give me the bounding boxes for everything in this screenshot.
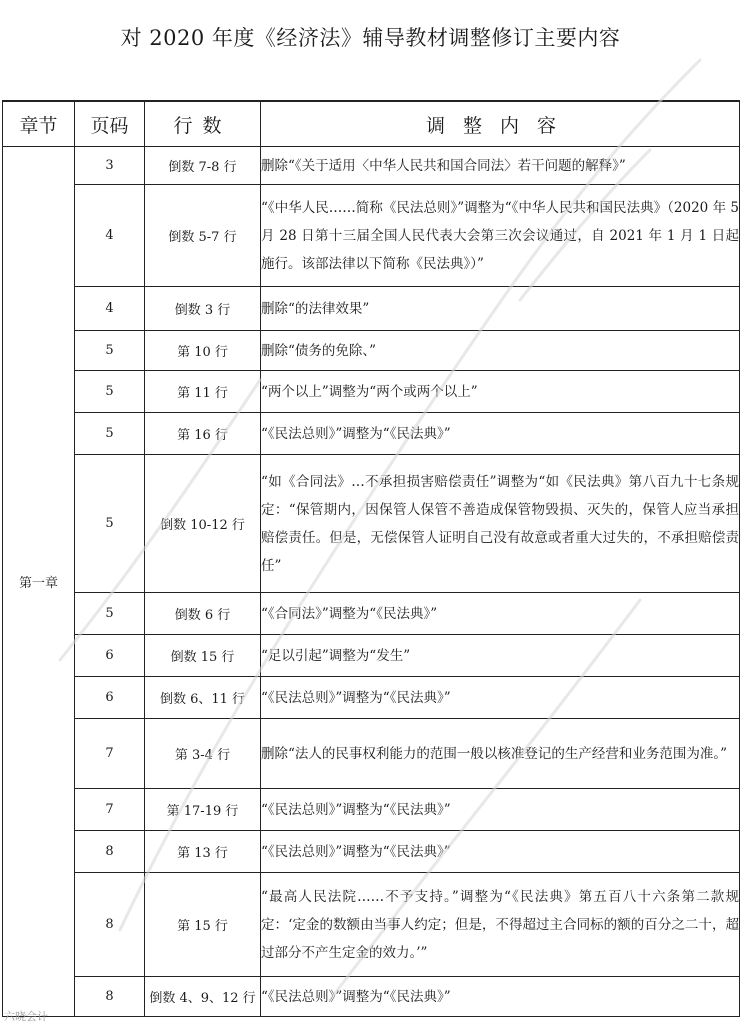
content-cell: “如《合同法》…不承担损害赔偿责任”调整为“如《民法典》第八百九十七条规定：“保管期内，因保管人保管不善造成保管物毁损、灭失的，保管人应当承担赔偿责任。但是，无偿保管人证明自己没有故意或者重大过失的，不承担赔偿责任” [261, 455, 740, 593]
table-row [3, 331, 740, 371]
page-cell: 5 [75, 371, 145, 413]
table-row [3, 873, 740, 977]
content-cell: “最高人民法院……不予支持。”调整为“《民法典》第五百八十六条第二款规定：‘定金的数额由当事人约定；但是，不得超过主合同标的额的百分之二十，超过部分不产生定金的效力。’” [261, 873, 740, 977]
lines-cell: 倒数 6 行 [145, 593, 261, 635]
content-cell: “《民法总则》”调整为“《民法典》” [261, 831, 740, 873]
lines-cell: 倒数 6、11 行 [145, 677, 261, 719]
lines-cell: 倒数 15 行 [145, 635, 261, 677]
header-chapter: 章节 [3, 101, 75, 147]
page-cell: 4 [75, 185, 145, 287]
table-row [3, 719, 740, 789]
header-lines: 行数 [145, 101, 261, 147]
content-cell: “《合同法》”调整为“《民法典》” [261, 593, 740, 635]
lines-cell: 第 17-19 行 [145, 789, 261, 831]
table-row [3, 593, 740, 635]
table-row [3, 287, 740, 331]
content-cell: “《民法总则》”调整为“《民法典》” [261, 789, 740, 831]
content-cell: 删除“债务的免除、” [261, 331, 740, 371]
content-cell: “足以引起”调整为“发生” [261, 635, 740, 677]
lines-cell: 倒数 5-7 行 [145, 185, 261, 287]
page-cell: 6 [75, 635, 145, 677]
lines-cell: 倒数 7-8 行 [145, 147, 261, 185]
table-row [3, 977, 740, 1017]
table-row [3, 413, 740, 455]
page-cell: 8 [75, 977, 145, 1017]
lines-cell: 第 13 行 [145, 831, 261, 873]
lines-cell: 倒数 3 行 [145, 287, 261, 331]
page-cell: 6 [75, 677, 145, 719]
content-cell: 删除“法人的民事权利能力的范围一般以核准登记的生产经营和业务范围为准。” [261, 719, 740, 789]
corner-logo: 六晓会计 [4, 1010, 48, 1023]
page-cell: 4 [75, 287, 145, 331]
lines-cell: 第 11 行 [145, 371, 261, 413]
table-row [3, 831, 740, 873]
table-row [3, 455, 740, 593]
page-cell: 5 [75, 455, 145, 593]
lines-cell: 倒数 10-12 行 [145, 455, 261, 593]
page-cell: 5 [75, 413, 145, 455]
table-row [3, 371, 740, 413]
lines-cell: 第 10 行 [145, 331, 261, 371]
lines-cell: 倒数 4、9、12 行 [145, 977, 261, 1017]
lines-cell: 第 15 行 [145, 873, 261, 977]
table-row [3, 147, 740, 185]
lines-cell: 第 16 行 [145, 413, 261, 455]
content-cell: “《民法总则》”调整为“《民法典》” [261, 677, 740, 719]
lines-cell: 第 3-4 行 [145, 719, 261, 789]
page-cell: 8 [75, 873, 145, 977]
table-row [3, 185, 740, 287]
content-cell: “《中华人民……简称《民法总则》”调整为“《中华人民共和国民法典》（2020 年 5 月 28 日第十三届全国人民代表大会第三次会议通过，自 2021 年 1 月 1 日起施行。该部法律以下简称《民法典》）” [261, 185, 740, 287]
document-title: 对 2020 年度《经济法》辅导教材调整修订主要内容 [120, 26, 621, 50]
page-cell: 5 [75, 593, 145, 635]
page-cell: 8 [75, 831, 145, 873]
table-row [3, 635, 740, 677]
chapter-cell: 第一章 [3, 147, 75, 1017]
content-cell: “《民法总则》”调整为“《民法典》” [261, 977, 740, 1017]
page-cell: 7 [75, 719, 145, 789]
header-page: 页码 [75, 101, 145, 147]
header-content: 调整内容 [261, 101, 740, 147]
content-cell: 删除“《关于适用〈中华人民共和国合同法〉若干问题的解释》” [261, 147, 740, 185]
page-cell: 3 [75, 147, 145, 185]
content-cell: “《民法总则》”调整为“《民法典》” [261, 413, 740, 455]
table-row [3, 677, 740, 719]
table-row [3, 789, 740, 831]
page-cell: 7 [75, 789, 145, 831]
content-cell: 删除“的法律效果” [261, 287, 740, 331]
content-cell: “两个以上”调整为“两个或两个以上” [261, 371, 740, 413]
table-header-row [3, 101, 740, 147]
page-cell: 5 [75, 331, 145, 371]
revision-table [2, 100, 740, 1017]
